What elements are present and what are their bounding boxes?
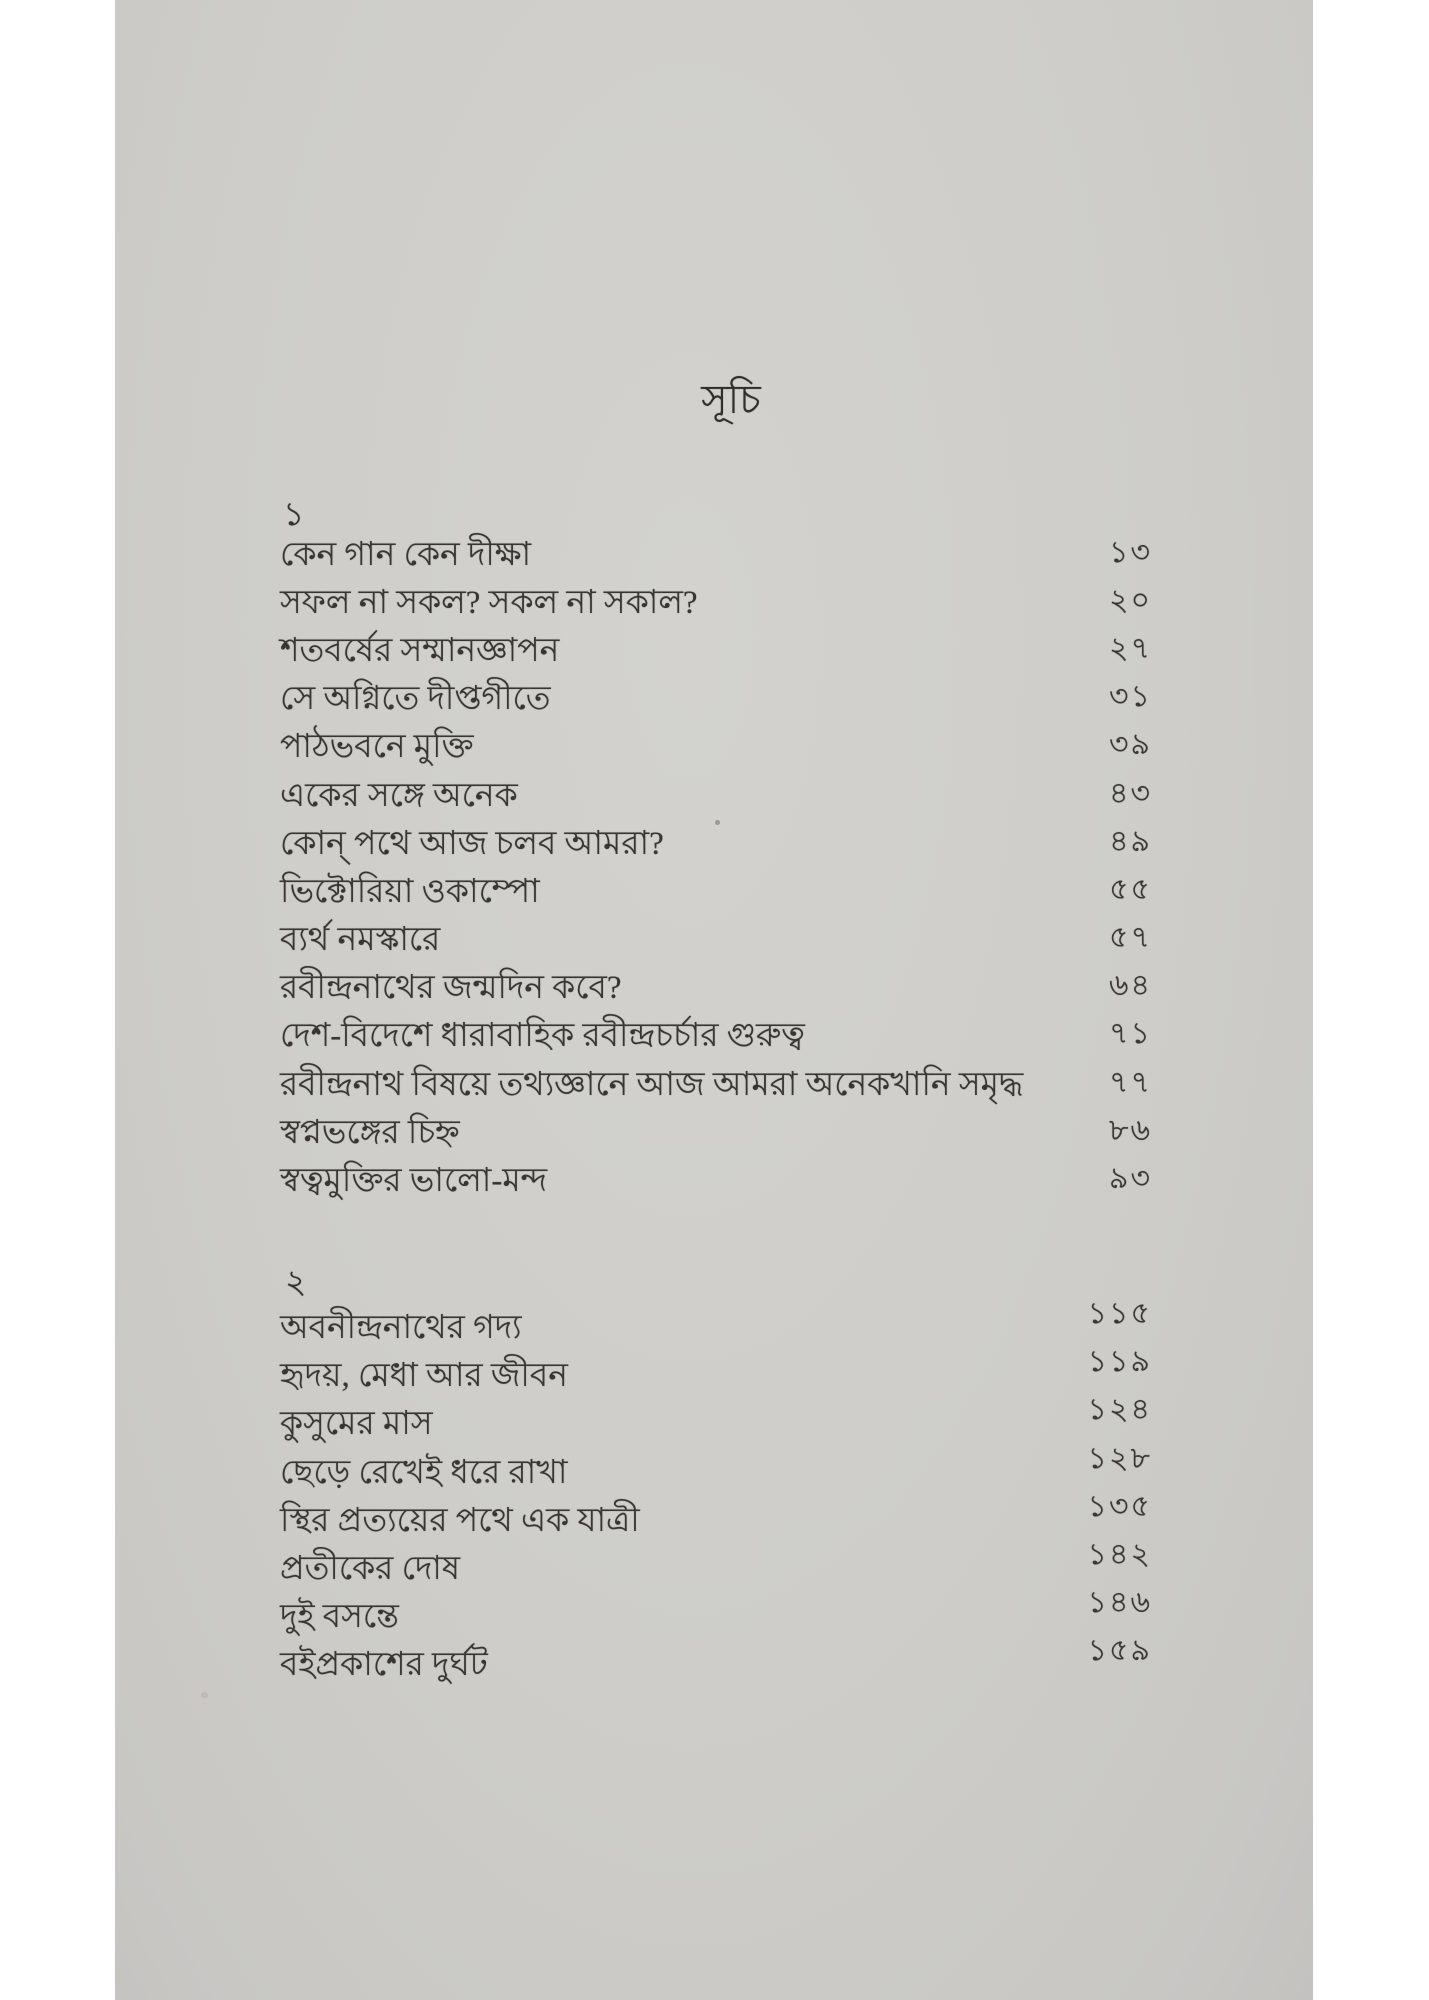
toc-row xyxy=(280,1161,1152,1212)
section-1-number: ১ xyxy=(283,497,305,533)
toc-page-number: ৫৫ xyxy=(1109,873,1152,906)
toc-page-number: ৭১ xyxy=(1109,1017,1152,1050)
toc-row xyxy=(280,1016,1152,1067)
toc-row xyxy=(280,1442,1152,1504)
toc-item-title: বইপ্রকাশের দুর্ঘট xyxy=(280,1647,488,1683)
toc-page-number: ১৪২ xyxy=(1087,1538,1152,1571)
toc-item-title: দুই বসন্তে xyxy=(280,1599,399,1635)
toc-page-number: ৩১ xyxy=(1109,680,1152,713)
toc-page-number: ১৩৫ xyxy=(1087,1490,1152,1523)
toc-row xyxy=(280,727,1152,778)
toc-page-number: ১২৪ xyxy=(1087,1393,1152,1426)
toc-row xyxy=(280,1297,1152,1359)
toc-page-number: ৪৯ xyxy=(1109,825,1152,858)
toc-item-title: রবীন্দ্রনাথ বিষয়ে তথ্যজ্ঞানে আজ আমরা অনেকখানি সমৃদ্ধ xyxy=(280,1067,1024,1103)
section-2-number: ২ xyxy=(285,1265,307,1301)
toc-row xyxy=(280,679,1152,730)
toc-row xyxy=(280,1586,1152,1648)
toc-item-title: অবনীন্দ্রনাথের গদ্য xyxy=(280,1310,522,1346)
toc-page-number: ১৫৯ xyxy=(1087,1634,1152,1667)
toc-item-title: পাঠভবনে মুক্তি xyxy=(280,729,474,765)
toc-row xyxy=(280,1113,1152,1164)
toc-row xyxy=(280,968,1152,1019)
toc-item-title: প্রতীকের দোষ xyxy=(280,1551,461,1587)
toc-row xyxy=(280,1065,1152,1116)
toc-item-title: ব্যর্থ নমস্কারে xyxy=(280,922,441,958)
toc-item-title: স্থির প্রত্যয়ের পথে এক যাত্রী xyxy=(280,1503,640,1539)
toc-page-number: ৬৪ xyxy=(1109,969,1152,1002)
toc-page-number: ৪৩ xyxy=(1109,777,1152,810)
toc-row xyxy=(280,583,1152,634)
toc-item-title: ভিক্টোরিয়া ওকাম্পো xyxy=(280,874,540,910)
toc-item-title: শতবর্ষের সম্মানজ্ঞাপন xyxy=(280,633,560,669)
toc-item-title: স্বপ্নভঙ্গের চিহ্ন xyxy=(280,1115,460,1151)
toc-row xyxy=(280,1538,1152,1600)
toc-item-title: একের সঙ্গে অনেক xyxy=(280,778,518,814)
toc-item-title: রবীন্দ্রনাথের জন্মদিন কবে? xyxy=(280,970,622,1006)
toc-item-title: স্বত্বমুক্তির ভালো-মন্দ xyxy=(280,1163,548,1199)
toc-row xyxy=(280,920,1152,971)
toc-item-title: সে অগ্নিতে দীপ্তগীতে xyxy=(280,681,551,717)
toc-page-number: ১২৮ xyxy=(1087,1442,1152,1475)
toc-item-title: হৃদয়, মেধা আর জীবন xyxy=(280,1358,568,1394)
scan-speck xyxy=(201,1692,208,1698)
toc-page-number: ৩৯ xyxy=(1109,728,1152,761)
scanned-book-page xyxy=(115,0,1313,2000)
toc-row xyxy=(280,1634,1152,1696)
page-title: সূচি xyxy=(701,377,761,422)
toc-item-title: কেন গান কেন দীক্ষা xyxy=(280,537,532,573)
toc-item-title: কোন্ পথে আজ চলব আমরা? xyxy=(280,826,664,862)
toc-row xyxy=(280,1490,1152,1552)
toc-page-number: ১১৯ xyxy=(1087,1345,1152,1378)
toc-item-title: ছেড়ে রেখেই ধরে রাখা xyxy=(280,1455,568,1491)
toc-page-number: ১৪৬ xyxy=(1087,1586,1152,1619)
toc-page-number: ১১৫ xyxy=(1087,1297,1152,1330)
toc-item-title: কুসুমের মাস xyxy=(280,1406,433,1442)
toc-row xyxy=(280,1345,1152,1407)
toc-page-number: ৯৩ xyxy=(1109,1162,1152,1195)
toc-row xyxy=(280,631,1152,682)
toc-row xyxy=(280,824,1152,875)
toc-page-number: ২০ xyxy=(1108,584,1152,617)
toc-item-title: দেশ-বিদেশে ধারাবাহিক রবীন্দ্রচর্চার গুরুত্ব xyxy=(280,1018,805,1054)
toc-page-number: ৫৭ xyxy=(1109,921,1152,954)
toc-page-number: ৭৭ xyxy=(1108,1066,1152,1099)
toc-page-number: ২৭ xyxy=(1108,632,1152,665)
toc-row xyxy=(280,1393,1152,1455)
scan-speck xyxy=(715,820,720,825)
toc-page-number: ১৩ xyxy=(1109,536,1152,569)
toc-page-number: ৮৬ xyxy=(1109,1114,1152,1147)
toc-item-title: সফল না সকল? সকল না সকাল? xyxy=(280,585,698,621)
toc-row xyxy=(280,872,1152,923)
toc-row xyxy=(280,535,1152,586)
